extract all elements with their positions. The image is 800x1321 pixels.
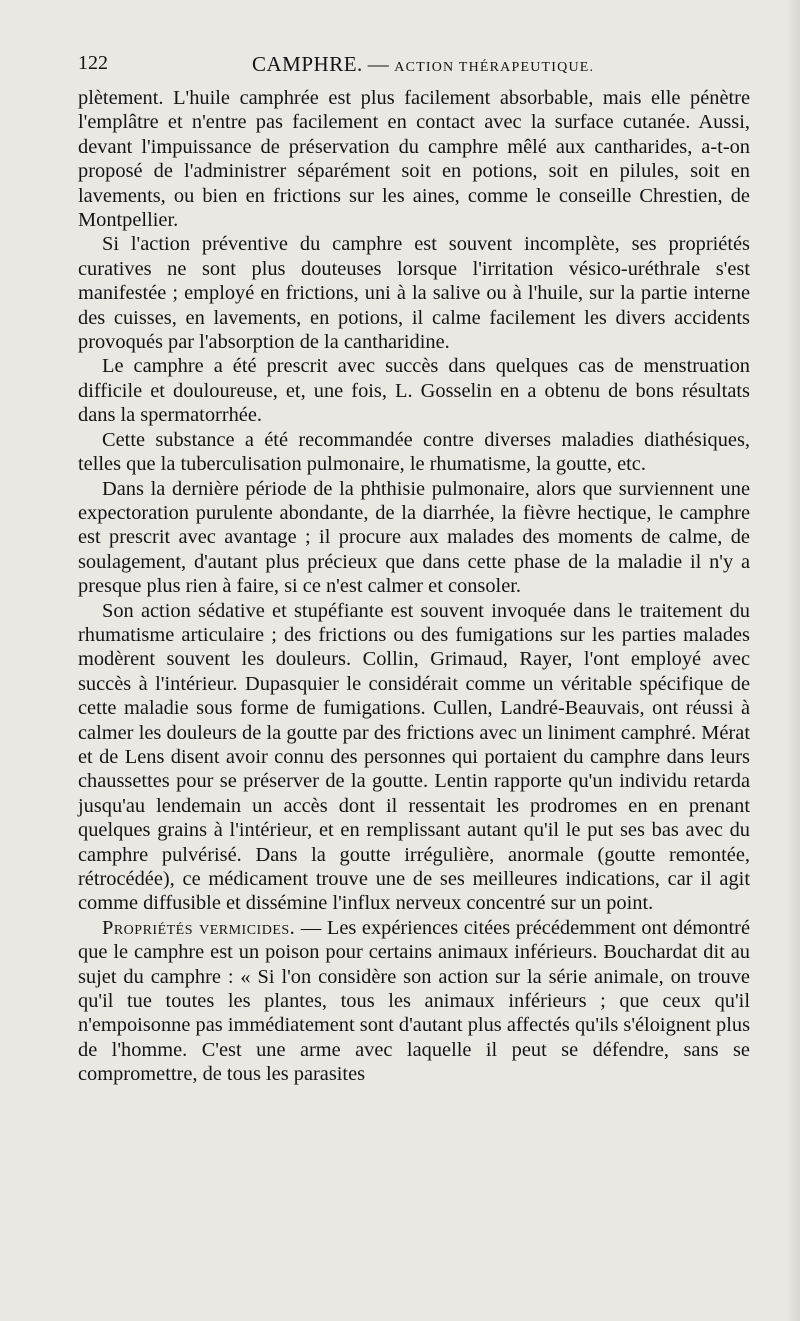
paragraph: plètement. L'huile camphrée est plus facilement absorbable, mais elle pénètre l'emplâtre et n'entre pas facilement en contact avec la surface cutanée. Aussi, devant l'impuissance de préservation du camphre mêlé aux cantharides, a-t-on proposé de l'administrer séparément soit en potions, soit en pilules, soit en lavements, ou bien en frictions sur les aines, comme le conseille Chrestien, de Montpellier.	[78, 87, 750, 232]
section-heading: Propriétés vermicides.	[102, 916, 296, 939]
paragraph: Son action sédative et stupéfiante est souvent invoquée dans le traitement du rhumatisme articulaire ; des frictions ou des fumigations sur les parties malades modèrent souvent les douleurs. Collin, Grimaud, Rayer, l'ont employé avec succès à l'intérieur. Dupasquier le considérait comme un véritable spécifique de cette maladie sous forme de fumigations. Cullen, Landré-Beauvais, ont réussi à calmer les douleurs de la goutte par des frictions avec un liniment camphré. Mérat et de Lens disent avoir connu des personnes qui portaient du camphre dans leurs chaussettes pour se préserver de la goutte. Lentin rapporte qu'un individu retarda jusqu'au lendemain un accès dont il ressentait les prodromes en en prenant quelques grains à l'intérieur, et en remplissant autant qu'il le put ses bas avec du camphre pulvérisé. Dans la goutte irrégulière, anormale (goutte remontée, rétrocédée), ce médicament trouve une de ses meilleures indications, car il agit comme diffusible et dissémine l'influx nerveux concentré sur un point.	[78, 599, 750, 915]
running-head-title: CAMPHRE.	[252, 52, 363, 76]
paragraph-vermicides	[78, 916, 750, 1087]
paragraph: Le camphre a été prescrit avec succès dans quelques cas de menstruation difficile et douloureuse, et, une fois, L. Gosselin en a obtenu de bons résultats dans la spermatorrhée.	[78, 355, 750, 427]
page-edge-shadow	[786, 0, 800, 1321]
paragraph: Dans la dernière période de la phthisie pulmonaire, alors que surviennent une expectoration purulente abondante, de la diarrhée, la fièvre hectique, le camphre est prescrit avec avantage ; il procure aux malades des moments de calme, de soulagement, d'autant plus précieux que dans cette phase de la maladie il n'y a presque plus rien à faire, si ce n'est calmer et consoler.	[78, 477, 750, 598]
body-text	[78, 86, 750, 1087]
page-number: 122	[78, 52, 108, 74]
paragraph-text: — Les expériences citées précédemment ont démontré que le camphre est un poison pour certains animaux inférieurs. Bouchardat dit au sujet du camphre : « Si l'on considère son action sur la série animale, on trouve qu'il tue toutes les plantes, tous les animaux inférieurs ; que ceux qu'il n'empoisonne pas immédiatement sont d'autant plus affectés qu'ils s'éloignent plus de l'homme. C'est une arme avec laquelle il peut se défendre, sans se compromettre, de tous les parasites	[78, 916, 750, 1086]
page-header	[78, 52, 750, 78]
running-head-separator: —	[367, 52, 390, 76]
paragraph: Cette substance a été recommandée contre diverses maladies diathésiques, telles que la tuberculisation pulmonaire, le rhumatisme, la goutte, etc.	[78, 428, 750, 476]
running-head-subtitle: ACTION THÉRAPEUTIQUE.	[394, 60, 595, 75]
paragraph: Si l'action préventive du camphre est souvent incomplète, ses propriétés curatives ne sont plus douteuses lorsque l'irritation vésico-uréthrale s'est manifestée ; employé en frictions, uni à la salive ou à l'huile, sur la partie interne des cuisses, en lavements, en potions, il calme facilement les divers accidents provoqués par l'absorption de la cantharidine.	[78, 233, 750, 354]
running-head	[252, 52, 594, 77]
